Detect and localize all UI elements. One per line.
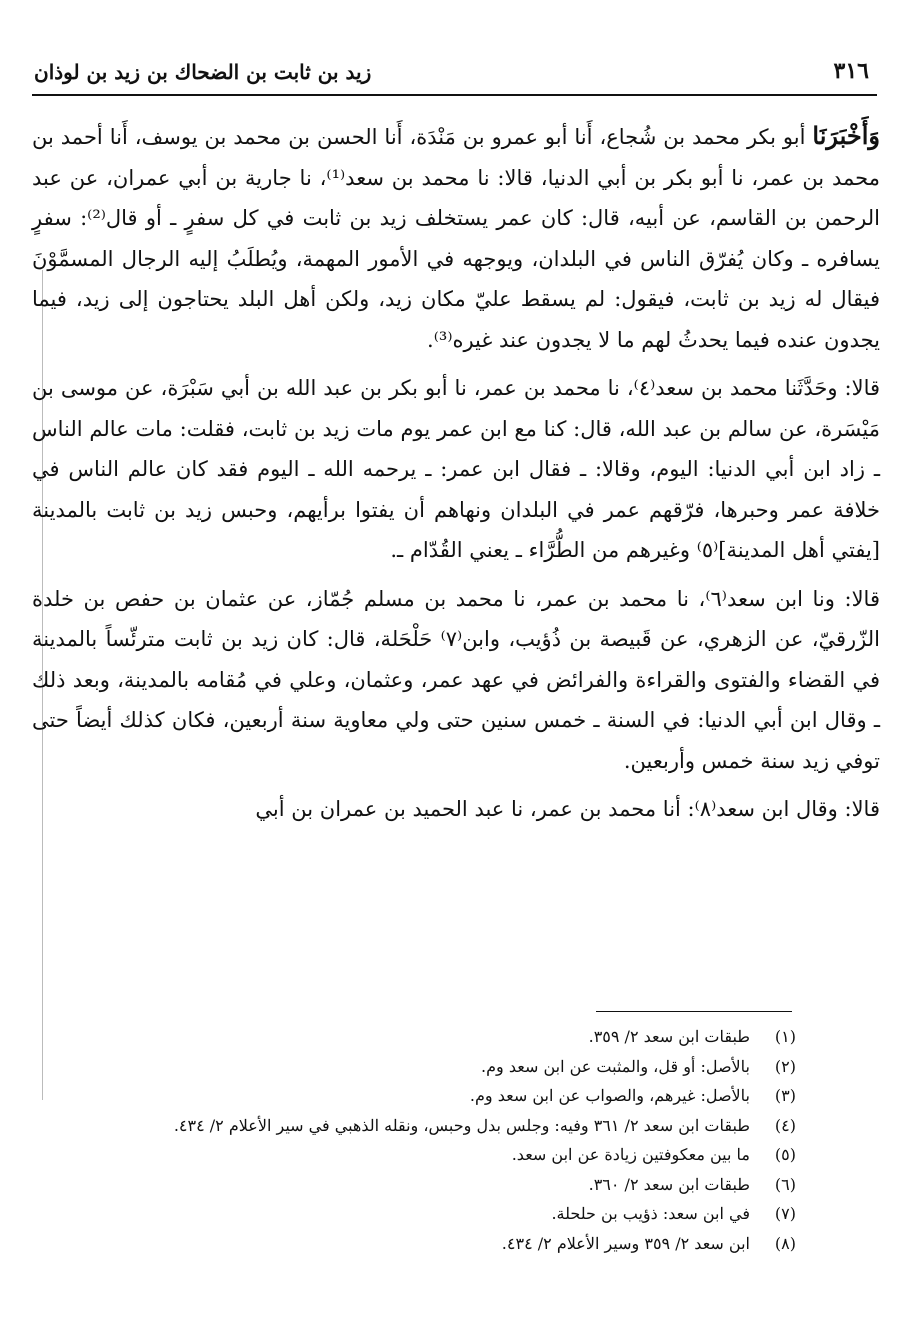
footnotes	[40, 1022, 796, 1258]
footnote	[40, 1229, 796, 1259]
footnote-number: (٢)	[774, 1056, 796, 1076]
footnote-divider	[596, 1011, 792, 1012]
footnote	[40, 1081, 796, 1111]
footnote	[40, 1022, 796, 1052]
footnote-number: (٥)	[774, 1145, 796, 1164]
footnote-text: طبقات ابن سعد ٢/ ٣٦١ وفيه: وجلس بدل وحبس، ونقله الذهبي في سير الأعلام ٢/ ٤٣٤.	[173, 1115, 750, 1135]
paragraph	[32, 116, 880, 360]
footnote-text: بالأصل: أو قل، والمثبت عن ابن سعد وم.	[481, 1056, 750, 1076]
paragraph	[32, 789, 880, 830]
footnote-number: (١)	[774, 1027, 796, 1046]
footnote-text: طبقات ابن سعد ٢/ ٣٥٩.	[588, 1027, 750, 1046]
footnote-number: (٦)	[774, 1174, 796, 1194]
footnote	[40, 1052, 796, 1082]
main-text	[32, 116, 880, 838]
footnote-number: (٨)	[774, 1233, 796, 1253]
footnote-number: (٧)	[774, 1204, 796, 1223]
footnote-text: ما بين معكوفتين زيادة عن ابن سعد.	[511, 1145, 750, 1164]
page-number: ٣١٦	[833, 58, 869, 84]
footnote-number: (٤)	[774, 1115, 796, 1135]
footnote-text: في ابن سعد: ذؤيب بن حلحلة.	[551, 1204, 750, 1223]
paragraph-text: قالا: ونا ابن سعد⁽٦⁾، نا محمد بن عمر، نا محمد بن مسلم جُمّاز، عن عثمان بن حفص بن خلدة الزّرقيّ، عن الزهري، عن قَبيصة بن ذُؤيب، وابن⁽٧⁾ حَلْحَلة، قال: كان زيد بن ثابت مترئّساً بالمدينة في القضاء والفتوى والقراءة والفرائض في عهد عمر، وعثمان، وعلي في مُقامه بالمدينة، وبعد ذلك ـ وقال ابن أبي الدنيا: في السنة ـ خمس سنين حتى ولي معاوية سنة أربعين، فكان كذلك أيضاً حتى توفي زيد سنة خمس وأربعين.	[32, 586, 881, 773]
paragraph	[32, 368, 880, 571]
footnote	[40, 1140, 796, 1170]
running-title: زيد بن ثابت بن الضحاك بن زيد بن لوذان	[34, 60, 372, 84]
paragraph-text: قالا: وحَدَّثَنا محمد بن سعد⁽٤⁾، نا محمد بن عمر، نا أبو بكر بن عبد الله بن أبي سَبْرَة، عن موسى بن مَيْسَرة، عن سالم بن عبد الله، قال: كنا مع ابن عمر يوم مات زيد بن ثابت، فقلت: مات عالم الناس ـ زاد ابن أبي الدنيا: اليوم، وقالا: ـ فقال ابن عمر: ـ يرحمه الله ـ اليوم فقد كان عالم الناس في خلافة عمر وحبرها، فرّقهم عمر في البلدان ونهاهم أن يفتوا برأيهم، وحبس زيد بن ثابت بالمدينة [يفتي أهل المدينة]⁽٥⁾ وغيرهم من الطُّرَّاء ـ يعني القُدّام ـ.	[32, 376, 881, 562]
footnote-number: (٣)	[774, 1086, 796, 1105]
footnote	[40, 1111, 796, 1141]
paragraph-text: قالا: وقال ابن سعد⁽٨⁾: أنا محمد بن عمر، نا عبد الحميد بن عمران بن أبي	[255, 797, 880, 821]
footnote-text: ابن سعد ٢/ ٣٥٩ وسير الأعلام ٢/ ٤٣٤.	[501, 1233, 750, 1253]
paragraph	[32, 579, 880, 782]
footnote	[40, 1170, 796, 1200]
page-header	[32, 50, 877, 96]
paragraph-lead: وَأَخْبَرَنَا	[812, 121, 880, 150]
footnote-text: طبقات ابن سعد ٢/ ٣٦٠.	[588, 1174, 750, 1194]
paragraph-text: أبو بكر محمد بن شُجاع، أَنا أبو عمرو بن مَنْدَة، أَنا الحسن بن محمد بن يوسف، أَنا أحمد بن محمد بن عمر، نا أبو بكر بن أبي الدنيا، قالا: نا محمد بن سعد⁽¹⁾، نا جارية بن أبي عمران، عن عبد الرحمن بن القاسم، عن أبيه، قال: كان عمر يستخلف زيد بن ثابت في كل سفرٍ ـ أو قال⁽²⁾: سفرٍ يسافره ـ وكان يُفرّق الناس في البلدان، ويوجهه في الأمور المهمة، ويُطلَبُ إليه الرجال المسمَّوْنَ فيقال له زيد بن ثابت، فيقول: لم يسقط عليّ مكان زيد، ولكن أهل البلد يحتاجون إلى زيد، فيما يجدون عنده فيما يحدثُ لهم ما لا يجدون عند غيره⁽³⁾.	[32, 125, 880, 352]
footnote-text: بالأصل: غيرهم، والصواب عن ابن سعد وم.	[469, 1086, 750, 1105]
footnote	[40, 1199, 796, 1229]
